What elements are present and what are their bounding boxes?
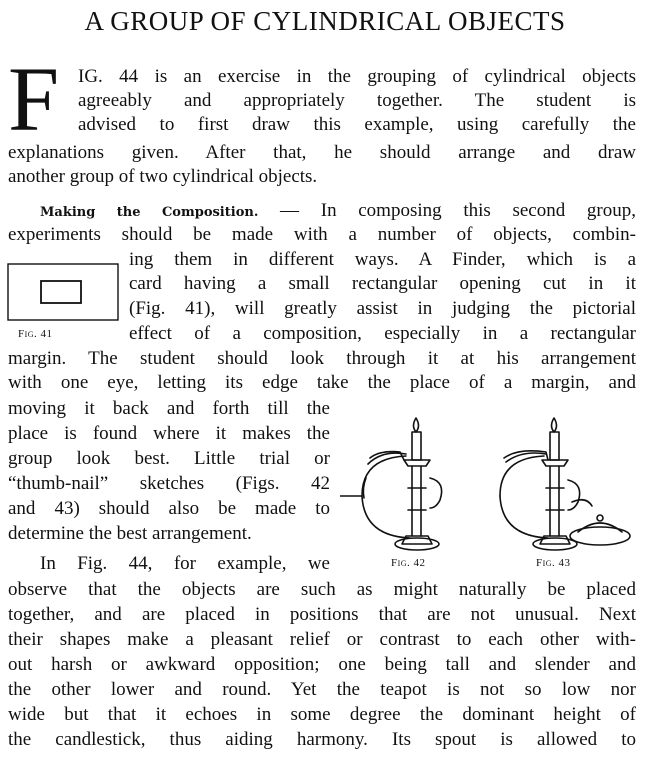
- text-line: In Fig. 44, for example, we: [40, 553, 330, 574]
- text-line: experiments should be made with a number of objects, combin-: [8, 224, 636, 245]
- thumbnail-sketches-figure: [340, 408, 640, 573]
- text-segment: — In composing this second group,: [280, 200, 636, 221]
- text-line: and 43) should also be made to: [8, 498, 330, 519]
- text-line: their shapes make a pleasant relief or contrast to each other with-: [8, 629, 636, 650]
- text-line: IG. 44 is an exercise in the grouping of cylindrical objects: [78, 66, 636, 87]
- text-line: another group of two cylindrical objects.: [8, 166, 318, 187]
- text-line: moving it back and forth till the: [8, 398, 330, 419]
- text-line: (Fig. 41), will greatly assist in judging the pictorial: [129, 298, 636, 319]
- text-line: the other lower and round. Yet the teapot is not so low nor: [8, 679, 636, 700]
- text-line: observe that the objects are such as might naturally be placed: [8, 579, 636, 600]
- text-line: together, and are placed in positions that are not unusual. Next: [8, 604, 636, 625]
- text-line: place is found where it makes the: [8, 423, 330, 444]
- text-line: ing them in different ways. A Finder, which is a: [129, 249, 636, 270]
- text-line: effect of a composition, especially in a rectangular: [129, 323, 636, 344]
- figure-caption-42: Fig. 42: [391, 557, 426, 569]
- page-title: A GROUP OF CYLINDRICAL OBJECTS: [84, 6, 566, 36]
- text-line: agreeably and appropriately together. The student is: [78, 90, 636, 111]
- text-line: [40, 199, 636, 225]
- text-line: “thumb-nail” sketches (Figs. 42: [8, 473, 330, 494]
- text-line: with one eye, letting its edge take the place of a margin, and: [8, 372, 636, 393]
- text-line: determine the best arrangement.: [8, 523, 252, 544]
- text-line: the candlestick, thus aiding harmony. Its spout is allowed to: [8, 729, 636, 750]
- drop-cap: F: [8, 62, 60, 136]
- text-line: explanations given. After that, he should arrange and draw: [8, 142, 636, 163]
- sketch-43: [500, 418, 630, 550]
- text-line: out harsh or awkward opposition; one being tall and slender and: [8, 654, 636, 675]
- text-line: group look best. Little trial or: [8, 448, 330, 469]
- sketch-42: [340, 418, 442, 550]
- figure-caption-43: Fig. 43: [536, 557, 571, 569]
- text-line: card having a small rectangular opening cut in it: [129, 273, 636, 294]
- section-heading: Making the Composition.: [40, 205, 259, 220]
- text-line: margin. The student should look through it at his arrangement: [8, 348, 636, 369]
- text-line: wide but that it echoes in some degree the dominant height of: [8, 704, 636, 725]
- finder-card-figure: [7, 263, 119, 321]
- figure-caption-41: Fig. 41: [18, 328, 53, 340]
- text-line: advised to first draw this example, using carefully the: [78, 114, 636, 135]
